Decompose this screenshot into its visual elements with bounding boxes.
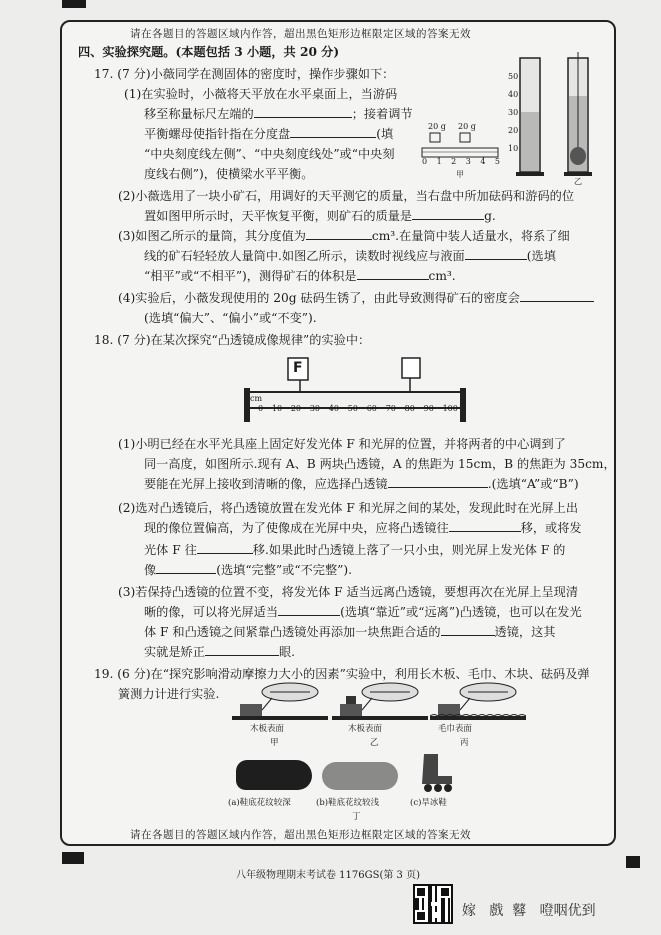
q19-title: 19. (6 分)在“探究影响滑动摩擦力大小的因素”实验中，利用长木板、毛巾、木块、砝码及弹	[94, 667, 590, 681]
q17-text-part: ；接着调节	[351, 107, 413, 121]
q18-text-part: 光体 F 往	[144, 543, 197, 557]
q17-text-part: 平衡螺母使指针指在分度盘	[144, 127, 291, 141]
q18-text	[144, 542, 565, 558]
q17-text	[144, 268, 456, 284]
tick-label: 3	[465, 157, 471, 166]
q18-text-part: 移.如果此时凸透镜上落了一只小虫，则光屏上发光体 F 的	[252, 543, 566, 557]
balance-figure	[420, 122, 502, 178]
answer-blank[interactable]	[306, 228, 372, 240]
optical-bench-figure	[240, 354, 470, 426]
q18-title: 18. (7 分)在某次探究“凸透镜成像规律”的实验中：	[94, 333, 371, 347]
cylinder-ticks	[508, 68, 518, 158]
footer-title: 八年级物理期末考试卷 1176GS(第 3 页)	[236, 870, 420, 881]
setup-label: 乙	[370, 738, 379, 748]
q17-text-part: 置如图甲所示时，天平恢复平衡，则矿石的质量是	[144, 209, 413, 223]
surface-label: 木板表面	[250, 724, 285, 734]
q18-text-part: 体 F 和凸透镜之间紧靠凸透镜处再添加一块焦距合适的	[144, 625, 441, 639]
q18-text	[144, 476, 579, 492]
footer-notice: 请在各题目的答题区域内作答，超出黑色矩形边框限定区域的答案无效	[130, 829, 471, 841]
q18-text-part: 晰的像，可以将光屏适当	[144, 605, 279, 619]
tick-label: 60	[366, 404, 377, 413]
measuring-cylinder-figure	[510, 52, 602, 184]
q17-text-part: “相平”或“不相平”)，测得矿石的体积是	[144, 269, 357, 283]
wood-block-icon	[340, 704, 362, 716]
photo-caption-b: (b)鞋底花纹较浅	[316, 798, 380, 808]
q17-text: (2)小薇选用了一块小矿石，用调好的天平测它的质量，当右盘中所加砝码和游码的位	[118, 189, 575, 203]
q18-text: (1)小明已经在水平光具座上固定好发光体 F 和光屏的位置，并将两者的中心调到了	[118, 437, 566, 451]
q17-text-part: (填	[376, 127, 394, 141]
tick-label: 2	[451, 157, 457, 166]
tick-label: 4	[480, 157, 486, 166]
header-notice: 请在各题目的答题区域内作答，超出黑色矩形边框限定区域的答案无效	[130, 28, 471, 40]
q19-text: 簧测力计进行实验.	[118, 687, 220, 701]
ore-stone-icon	[570, 147, 586, 165]
tick-label: 100	[442, 404, 458, 413]
q18-text: (3)若保持凸透镜的位置不变，将发光体 F 适当远离凸透镜，要想再次在光屏上呈现清	[118, 585, 579, 599]
q17-text-part: 移至称量标尺左端的	[144, 107, 254, 121]
bench-tick-labels	[258, 404, 458, 413]
friction-setup	[332, 680, 428, 748]
roller-skate-photo	[418, 752, 460, 792]
q17-text-part: (3)如图乙所示的量筒，其分度值为	[118, 229, 306, 243]
answer-blank[interactable]	[441, 624, 495, 636]
tick-label: 10	[508, 144, 519, 153]
surface-label: 木板表面	[348, 724, 383, 734]
answer-blank[interactable]	[278, 604, 340, 616]
answer-blank[interactable]	[412, 208, 484, 220]
q18-text	[144, 604, 582, 620]
answer-blank[interactable]	[465, 248, 527, 260]
tick-label: 0	[422, 157, 428, 166]
tick-label: 30	[309, 404, 320, 413]
q17-text: (1)在实验时，小薇将天平放在水平桌面上，当游码	[124, 87, 398, 101]
wood-block-icon	[240, 704, 262, 716]
q18-text-part: 实就是矫正	[144, 645, 205, 659]
tick-label: 50	[508, 72, 519, 81]
photo-caption-c: (c)旱冰鞋	[410, 798, 447, 808]
figure-label-yi: 乙	[574, 177, 582, 186]
light-source-label: F	[293, 360, 303, 376]
light-screen	[402, 358, 420, 378]
registration-mark	[62, 0, 86, 8]
tick-label: 20	[290, 404, 302, 413]
q18-text-part: .(选填“A”或“B”)	[487, 477, 579, 491]
registration-mark	[62, 852, 84, 864]
q17-text	[118, 290, 594, 306]
q17-text-part: (选填	[526, 249, 556, 263]
watermark-text: 嫁 戲 鼛 噔咽优到	[462, 903, 596, 919]
tick-label: 50	[347, 404, 358, 413]
q17-text-part: cm³.在量筒中装人适量水，将系了细	[371, 229, 570, 243]
q18-text	[144, 644, 295, 660]
q18-text-part: 透镜，这其	[494, 625, 556, 639]
weight-label: 20 g	[428, 122, 446, 131]
bench-unit-label: cm	[250, 394, 263, 403]
q17-title: 17. (7 分)小薇同学在测固体的密度时，操作步骤如下：	[94, 67, 395, 81]
tick-label: 10	[271, 404, 283, 413]
answer-blank[interactable]	[205, 644, 279, 656]
friction-setup	[430, 680, 526, 748]
tick-label: 70	[385, 404, 396, 413]
tick-label: 90	[423, 404, 434, 413]
photo-group-label: 丁	[352, 812, 361, 822]
surface-label: 毛巾表面	[438, 724, 473, 734]
q17-text	[144, 208, 496, 224]
weight-icon	[346, 696, 356, 704]
q17-text: (选填“偏大”、“偏小”或“不变”).	[144, 311, 317, 325]
shoe-photo-a	[236, 760, 312, 790]
photo-caption-a: (a)鞋底花纹较深	[228, 798, 291, 808]
q17-text: 度线右侧”)，使横梁水平平衡。	[144, 167, 314, 181]
figure-label-jia: 甲	[456, 170, 464, 179]
setup-label: 甲	[270, 738, 279, 748]
qr-code	[413, 884, 453, 924]
q18-text	[144, 624, 555, 640]
setup-label: 丙	[460, 738, 469, 748]
registration-mark	[626, 856, 640, 868]
q18-text	[144, 520, 582, 536]
shoe-photo-b	[322, 762, 398, 790]
q18-text-part: 现的像位置偏高，为了使像成在光屏中央，应将凸透镜往	[144, 521, 449, 535]
tick-label: 20	[508, 126, 519, 135]
q18-text-part: 像	[144, 563, 157, 577]
q17-text-part: cm³.	[428, 269, 456, 283]
q17-text: “中央刻度线左侧”、“中央刻度线处”或“中央刻	[144, 147, 395, 161]
scale-tick-labels	[422, 157, 500, 166]
tick-label: 80	[404, 404, 415, 413]
q18-text-part: 要能在光屏上接收到清晰的像，应选择凸透镜	[144, 477, 388, 491]
q17-text	[144, 126, 393, 142]
q18-text: 同一高度，如图所示.现有 A、B 两块凸透镜，A 的焦距为 15cm，B 的焦距为 35cm，	[144, 457, 616, 471]
answer-blank[interactable]	[197, 542, 253, 554]
weight-icon	[460, 133, 470, 142]
answer-blank[interactable]	[520, 290, 594, 302]
q18-text-part: 眼.	[278, 645, 295, 659]
q17-text	[118, 228, 570, 244]
q17-text-part: 线的矿石轻轻放人量筒中.如图乙所示，读数时视线应与液面	[144, 249, 465, 263]
q18-text-part: 移，或将发	[520, 521, 582, 535]
answer-blank[interactable]	[156, 562, 216, 574]
section-title: 四、实验探究题。(本题包括 3 小题，共 20 分)	[78, 45, 340, 59]
tick-label: 40	[508, 90, 519, 99]
q17-text-part: g.	[484, 209, 496, 223]
tick-label: 1	[436, 157, 442, 166]
rider-scale	[422, 148, 498, 157]
tick-label: 30	[508, 108, 519, 117]
tick-label: 0	[258, 404, 264, 413]
q18-text: (2)选对凸透镜后，将凸透镜放置在发光体 F 和光屏之间的某处，发现此时在光屏上出	[118, 501, 579, 515]
friction-setup	[232, 680, 328, 748]
weight-icon	[430, 133, 440, 142]
q18-text-part: (选填“完整”或“不完整”).	[216, 563, 352, 577]
q18-text-part: (选填“靠近”或“远离”)凸透镜，也可以在发光	[340, 605, 582, 619]
tick-label: 40	[328, 404, 339, 413]
answer-blank[interactable]	[449, 520, 521, 532]
answer-blank[interactable]	[254, 106, 352, 118]
tick-label: 5	[494, 157, 500, 166]
answer-blank[interactable]	[290, 126, 376, 138]
weight-label: 20 g	[458, 122, 476, 131]
q17-text	[144, 106, 413, 122]
q17-text-part: (4)实验后，小薇发现使用的 20g 砝码生锈了，由此导致测得矿石的密度会	[118, 291, 520, 305]
answer-blank[interactable]	[388, 476, 488, 488]
q17-text	[144, 248, 556, 264]
answer-blank[interactable]	[357, 268, 429, 280]
q18-text	[144, 562, 352, 578]
